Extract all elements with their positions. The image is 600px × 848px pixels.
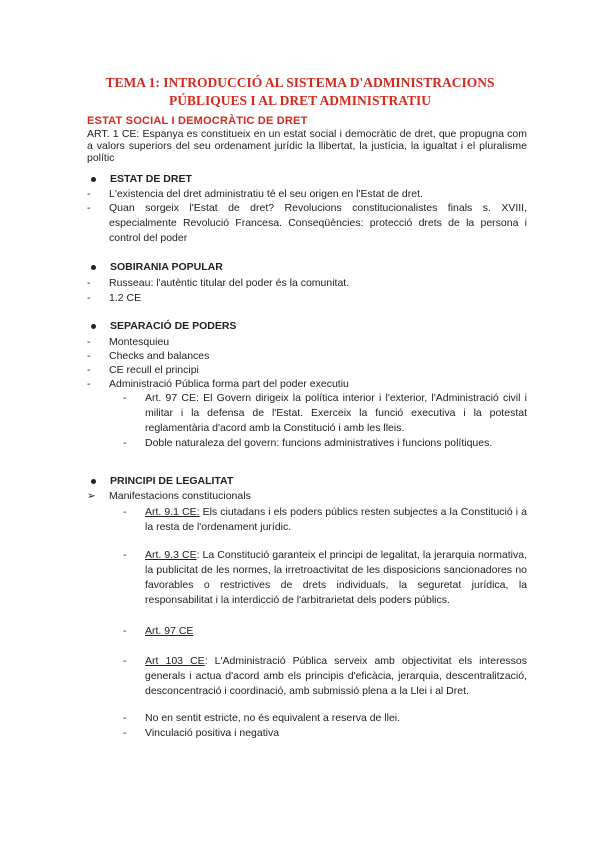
sub-list-item: - Doble naturaleza del govern: funcions administratives i funcions polítiques. [123, 437, 493, 449]
manifestacions-item: ➢ Manifestacions constitucionals [87, 490, 251, 502]
art-97-ref: Art. 97 CE [145, 625, 194, 637]
sub-list-item: - Art. 9.1 CE: Els ciutadans i els poders públics resten subjectes a la Constitució i a la resta de l'ordenament jurídic. [123, 506, 527, 533]
list-item: - Russeau: l'autèntic titular del poder és la comunitat. [87, 277, 350, 289]
list-item: - Checks and balances [87, 350, 210, 362]
heading-sobirania-popular: SOBIRANIA POPULAR [91, 261, 223, 273]
bullet-icon [91, 479, 96, 484]
art-9-3-ref: Art. 9.3 CE [145, 549, 197, 561]
heading-principi-de-legalitat: PRINCIPI DE LEGALITAT [91, 475, 233, 487]
list-item: - CE recull el principi [87, 364, 199, 376]
page-title: TEMA 1: INTRODUCCIÓ AL SISTEMA D'ADMINISTRACIONS PÚBLIQUES I AL DRET ADMINISTRATIU [105, 75, 495, 108]
sub-list-item: - Vinculació positiva i negativa [123, 727, 280, 739]
list-item: - Quan sorgeix l'Estat de dret? Revolucions constitucionalistes finals s. XVIII, especialmente Revolució Francesa. Conseqüències: protecció drets de la persona i control del poder [87, 202, 527, 244]
art-103-ref: Art 103 CE [145, 655, 205, 667]
sub-list-item: - Art. 97 CE [123, 625, 194, 637]
sub-list-item: - Art. 9.3 CE: La Constitució garanteix el principi de legalitat, la jerarquia normativa, la publicitat de les normes, la irretroactivitat de les disposicions sancionadores no favorables o restrictives de drets individuals, la seguretat jurídica, la responsabilitat i la interdicció de l'arbitrarietat dels poders públics. [123, 549, 527, 606]
heading-estat-de-dret: ESTAT DE DRET [91, 173, 192, 185]
list-item: - 1.2 CE [87, 292, 142, 304]
sub-list-item: - No en sentit estricte, no és equivalent a reserva de llei. [123, 712, 401, 724]
section-heading: ESTAT SOCIAL I DEMOCRÀTIC DE DRET [87, 115, 308, 127]
arrow-icon: ➢ [87, 490, 96, 502]
list-item: - Montesquieu [87, 336, 170, 348]
art-9-1-ref: Art. 9.1 CE: [145, 506, 200, 518]
bullet-icon [91, 324, 96, 329]
intro-paragraph: ART. 1 CE: Espanya es constitueix en un estat social i democràtic de dret, que propugna com a valors superiors del seu ordenament jurídic la llibertat, la justícia, la igualtat i el pluralisme polític [87, 128, 527, 164]
heading-separacio-de-poders: SEPARACIÓ DE PODERS [91, 320, 236, 332]
list-item: - L'existencia del dret administratiu té el seu origen en l'Estat de dret. [87, 188, 423, 200]
sub-list-item: - Art. 97 CE: El Govern dirigeix la política interior i l'exterior, l'Administració civil i militar i la defensa de l'Estat. Exerceix la funció executiva i la potestat reglamentària d'acord amb la Constitució i amb les lleis. [123, 392, 527, 434]
bullet-icon [91, 177, 96, 182]
sub-list-item: - Art 103 CE: L'Administració Pública serveix amb objectivitat els interessos generals i actua d'acord amb els principis d'eficàcia, jerarquia, descentralització, desconcentració i coordinació, amb submissió plena a la Llei i al Dret. [123, 655, 528, 697]
bullet-icon [91, 265, 96, 270]
list-item: - Administració Pública forma part del poder executiu [87, 378, 349, 390]
